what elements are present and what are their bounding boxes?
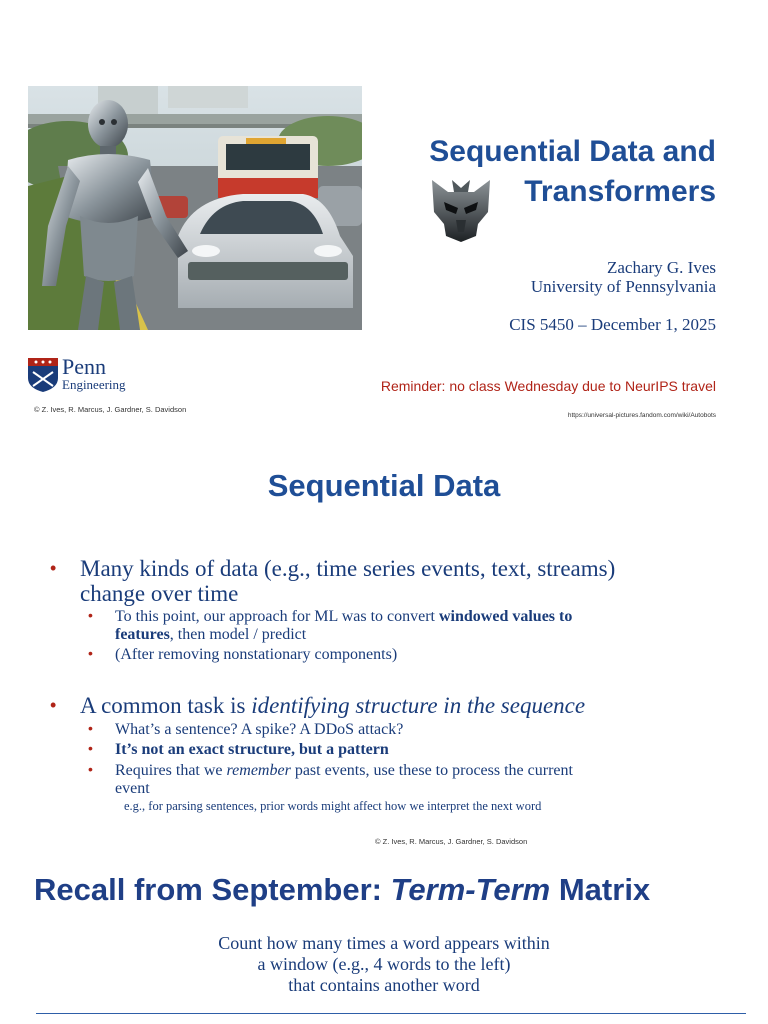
author-name: Zachary G. Ives [606, 258, 716, 277]
slide3-title [34, 872, 650, 908]
divider-line [36, 1013, 746, 1014]
bullet2-sub3-line2: event [115, 780, 150, 797]
logo-word-engineering: Engineering [62, 377, 126, 392]
italic-span: Term-Term [390, 872, 551, 907]
penn-engineering-logo [28, 354, 158, 394]
text-span: past events, use these to process the current [290, 762, 573, 779]
robot-street-image [28, 86, 362, 330]
sub-bullet-marker: • [88, 607, 93, 623]
course-date: CIS 5450 – December 1, 2025 [509, 315, 716, 334]
sub-bullet-marker: • [88, 761, 93, 777]
slide1-copyright: © Z. Ives, R. Marcus, J. Gardner, S. Davidson [34, 405, 187, 414]
bullet2-sub1: What’s a sentence? A spike? A DDoS attack? [115, 721, 404, 738]
autobot-emblem-icon [426, 174, 496, 244]
slide3-subtitle-line2: a window (e.g., 4 words to the left) [257, 954, 511, 974]
bullet-marker: • [50, 695, 57, 715]
bold-span: windowed values to [439, 608, 573, 625]
text-span: Recall from September: [34, 872, 391, 907]
italic-span: remember [226, 762, 291, 779]
robot-street-illustration [28, 86, 362, 330]
bullet2-line [80, 693, 585, 718]
reminder-note: Reminder: no class Wednesday due to NeurIPS travel [380, 378, 716, 394]
bullet2-sub2: It’s not an exact structure, but a pattern [115, 741, 389, 758]
bullet-marker: • [50, 558, 57, 578]
slide1-title-line1: Sequential Data and [429, 135, 716, 168]
image-credit-url: https://universal-pictures.fandom.com/wiki/Autobots [567, 412, 716, 419]
affiliation: University of Pennsylvania [530, 277, 716, 296]
penn-shield-icon [28, 358, 60, 392]
italic-span: identifying structure in the sequence [251, 693, 586, 718]
sub-bullet-marker: • [88, 720, 93, 736]
bullet2-example: e.g., for parsing sentences, prior words might affect how we interpret the next word [124, 799, 542, 813]
text-span: Matrix [550, 872, 651, 907]
slide1-title-line2: Transformers [524, 175, 716, 208]
bullet1-sub2: (After removing nonstationary components) [115, 646, 398, 663]
bullet1-sub1-line2 [115, 626, 306, 644]
bullet1-line2: change over time [80, 581, 239, 606]
bold-span: features [115, 626, 170, 643]
sub-bullet-marker: • [88, 740, 93, 756]
logo-word-penn: Penn [62, 354, 106, 379]
slide2-copyright: © Z. Ives, R. Marcus, J. Gardner, S. Davidson [375, 837, 528, 846]
sub-bullet-marker: • [88, 645, 93, 661]
slide3-subtitle-line1: Count how many times a word appears within [218, 933, 550, 953]
text-span: A common task is [80, 693, 252, 718]
text-span: To this point, our approach for ML was to convert [115, 608, 439, 625]
slide3-subtitle-line3: that contains another word [288, 975, 480, 995]
bullet1-line1: Many kinds of data (e.g., time series events, text, streams) [80, 556, 616, 581]
slide2-title: Sequential Data [267, 468, 501, 503]
bullet1-sub1-line1 [115, 608, 572, 626]
text-span: , then model / predict [169, 626, 307, 643]
text-span: Requires that we [115, 762, 227, 779]
bullet2-sub3-line1 [115, 762, 573, 780]
